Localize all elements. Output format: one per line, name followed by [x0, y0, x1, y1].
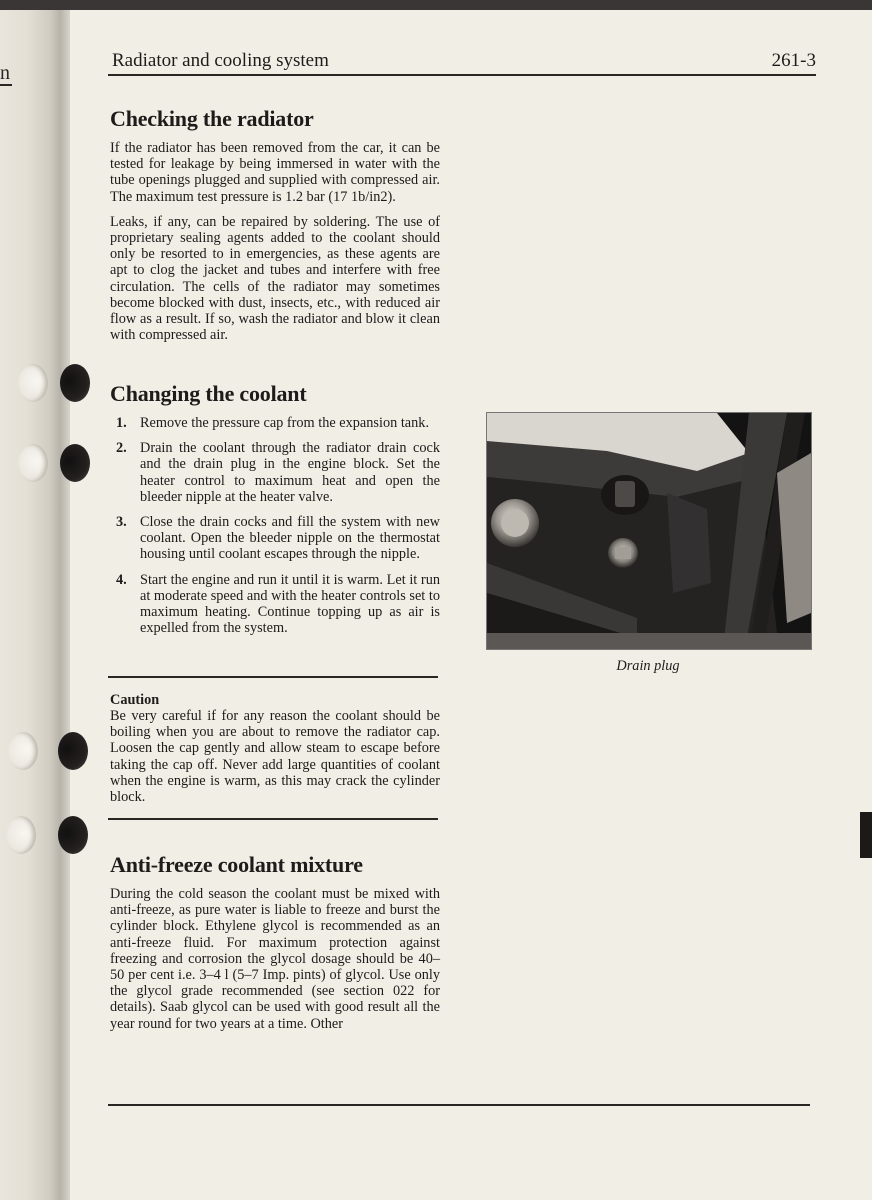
engine-block-image [487, 413, 811, 649]
step-text: Drain the coolant through the radiator drain cock and the drain plug in the engine block. Set the heater control to maximum heat and open the bleeder nipple at the heater valve. [140, 440, 440, 505]
caution-box [110, 692, 440, 805]
manual-page [0, 10, 872, 1200]
punch-hole [8, 732, 38, 770]
step-text: Remove the pressure cap from the expansion tank. [140, 415, 430, 431]
step-item [110, 514, 440, 563]
section-title: Radiator and cooling system [112, 50, 329, 71]
step-item [110, 572, 440, 637]
punch-hole [18, 444, 48, 482]
antifreeze-section [110, 852, 440, 1032]
step-item [110, 440, 440, 505]
caution-top-rule [108, 676, 438, 678]
header-rule [108, 74, 816, 76]
punch-hole-shadow [60, 364, 90, 402]
drain-plug-photo [486, 412, 812, 650]
antifreeze-paragraph: During the cold season the coolant must be mixed with anti-freeze, as pure water is liable to freeze and burst the cylinder block. Ethylene glycol is recommended as an anti-freeze fluid. For maximum protection against freezing and corrosion the glycol dosage should be 40–50 per cent i.e. 3–4 l (5–7 Imp. pints) of glycol. Use only the glycol grade recommended (see section 022 for details). Saab glycol can be used with good result all the year round for two years at a time. Other [110, 886, 440, 1032]
punch-hole [18, 364, 48, 402]
section-edge-tab [860, 812, 872, 858]
checking-radiator-section [110, 106, 440, 343]
caution-title: Caution [110, 692, 160, 708]
step-number: 2. [116, 440, 127, 457]
binding-gutter [0, 10, 70, 1200]
previous-page-fragment: n [0, 62, 10, 84]
step-text: Close the drain cocks and fill the system with new coolant. Open the bleeder nipple on the thermostat housing until coolant escapes through the nipple. [140, 514, 440, 563]
punch-hole-shadow [58, 732, 88, 770]
photo-caption: Drain plug [616, 658, 680, 674]
coolant-steps-list [110, 415, 440, 636]
step-number: 1. [116, 415, 127, 431]
previous-page-rule [0, 84, 12, 86]
footer-rule [108, 1104, 810, 1106]
punch-hole-shadow [60, 444, 90, 482]
caution-bottom-rule [108, 818, 438, 820]
punch-hole [6, 816, 36, 854]
changing-coolant-section [110, 381, 440, 645]
changing-coolant-heading: Changing the coolant [110, 381, 307, 406]
antifreeze-heading: Anti-freeze coolant mixture [110, 852, 363, 877]
caution-text: Be very careful if for any reason the coolant should be boiling when you are about to remove the radiator cap. Loosen the cap gently and allow steam to escape before taking the cap off. Never add large quantities of coolant when the engine is warm, as this may crack the cylinder block. [110, 708, 440, 806]
step-number: 3. [116, 514, 127, 531]
checking-radiator-heading: Checking the radiator [110, 106, 314, 131]
step-number: 4. [116, 571, 127, 588]
step-text: Start the engine and run it until it is warm. Let it run at moderate speed and with the heater controls set to maximum heating. Continue topping up as air is expelled from the system. [140, 571, 440, 637]
page-number: 261-3 [771, 50, 816, 71]
punch-hole-shadow [58, 816, 88, 854]
checking-radiator-paragraph-2: Leaks, if any, can be repaired by soldering. The use of proprietary sealing agents added to the coolant should only be resorted to in emergencies, as these agents are apt to clog the jacket and tubes and interfere with free circulation. The cells of the radiator may sometimes become blocked with dust, insects, etc., with reduced air flow as a result. If so, wash the radiator and blow it clean with compressed air. [110, 213, 440, 344]
checking-radiator-paragraph-1: If the radiator has been removed from the car, it can be tested for leakage by being immersed in water with the tube openings plugged and supplied with compressed air. The maximum test pressure is 1.2 bar (17 1b/in2). [110, 140, 440, 205]
step-item [110, 415, 440, 431]
